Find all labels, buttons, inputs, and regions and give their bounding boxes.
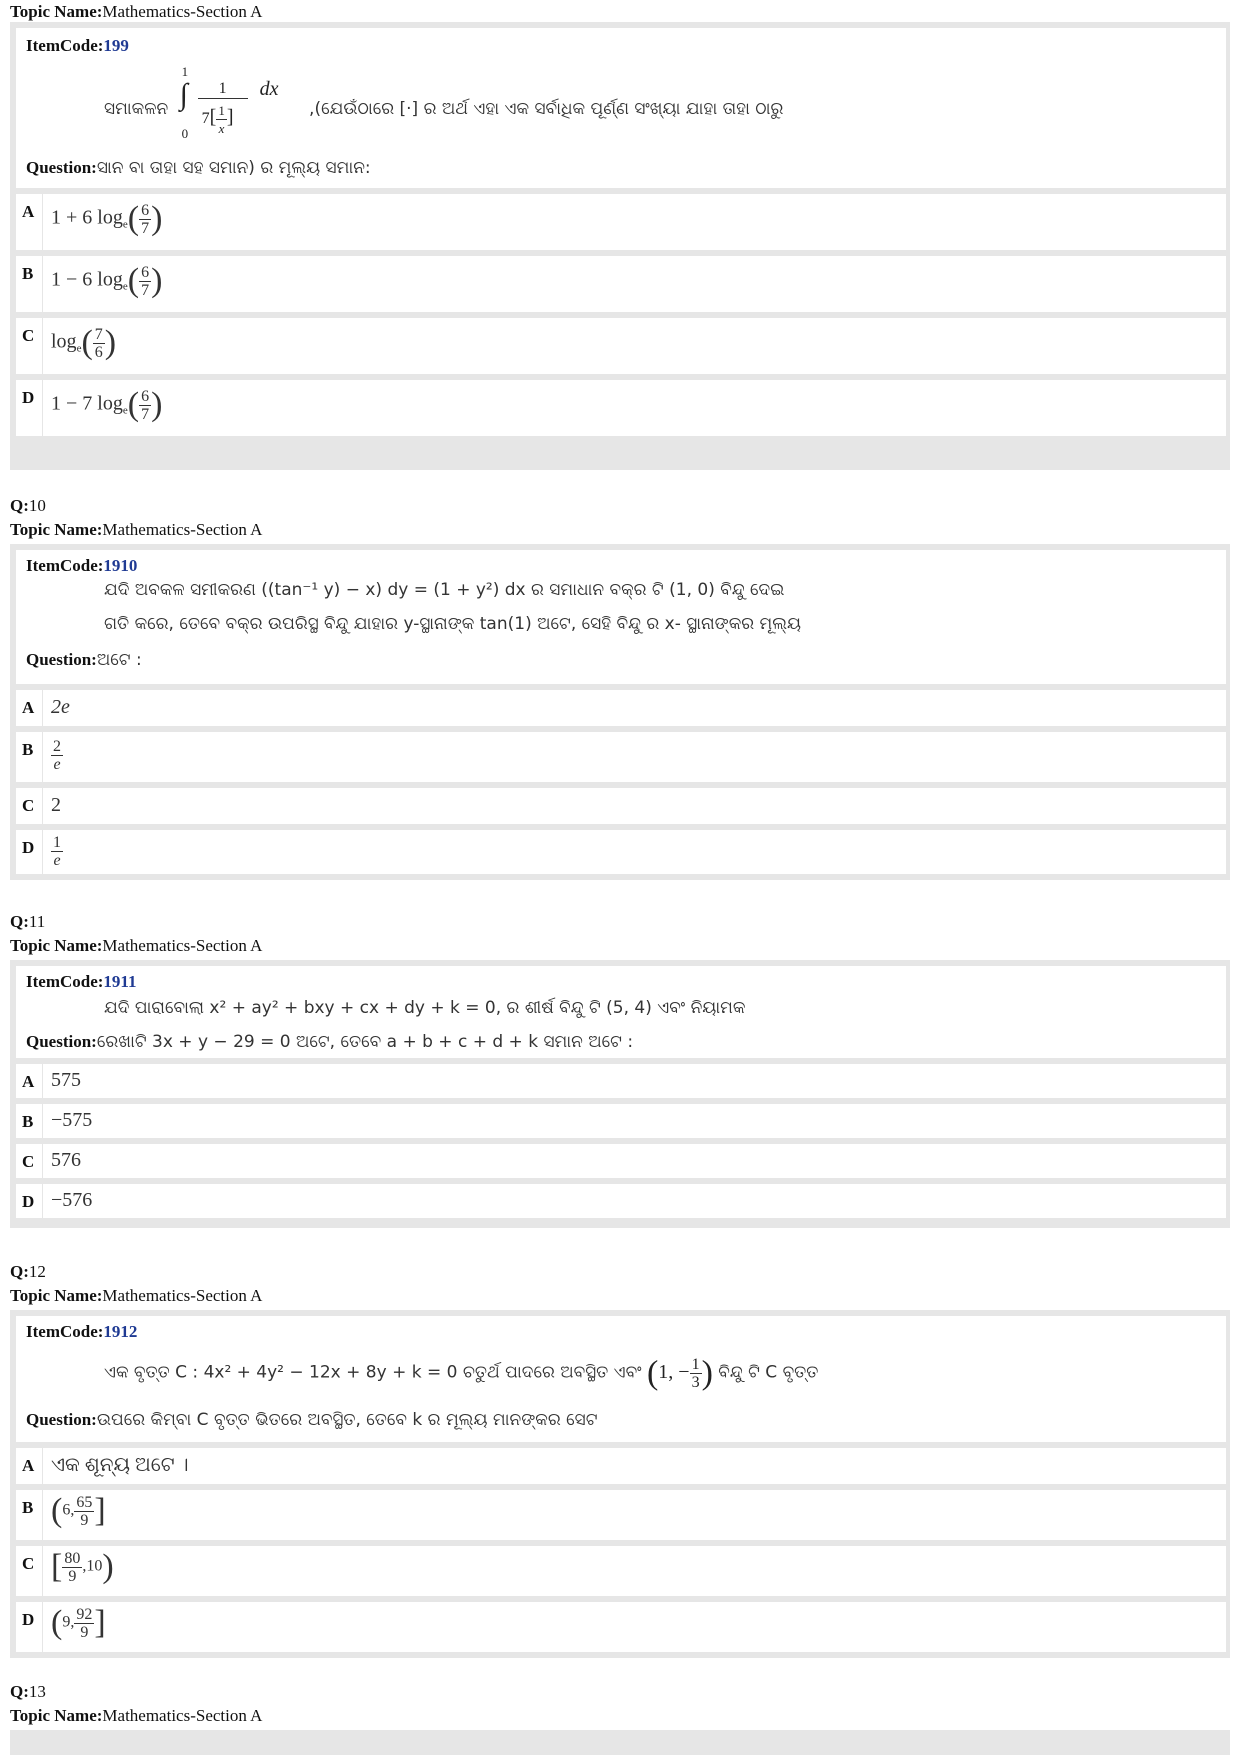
option-value: ଏକ ଶୂନ୍ୟ ଅଟେ । bbox=[51, 1454, 189, 1476]
option-value: 576 bbox=[51, 1149, 81, 1171]
question-number: Q:13 bbox=[10, 1682, 46, 1701]
stem-line: ଯଦି ଅବକଳ ସମୀକରଣ ((tan⁻¹ y) − x) dy = (1 + y²) dx ର ସମାଧାନ ବକ୍ର ଟି (1, 0) ବିନ୍ଦୁ ଦେଇ bbox=[104, 580, 785, 600]
option-value: (6, $\frac{65}{9}$ ] bbox=[51, 1492, 106, 1529]
question-box bbox=[10, 1310, 1230, 1658]
option-d[interactable]: D 1 − 7 $\log_e$( $\frac{6}{7}$ ) bbox=[16, 380, 1226, 436]
option-value: −576 bbox=[51, 1189, 93, 1211]
option-c[interactable]: C 576 bbox=[16, 1144, 1226, 1178]
point-expression: (1, − $\frac{1}{3}$ ) bbox=[646, 1354, 713, 1391]
stem-line: ସମାକଳନ 1 ∫ 0 1 7[ $\frac{1}{x}$ ] dx ,(ଯେଉଁଠାରେ [·] ର ଅର୍ଥ ଏହା ଏକ ସର୍ବାଧିକ ପୂର୍ଣ୍ଣ ସଂଖ୍ୟା ଯାହା ତାହା ଠାରୁ bbox=[104, 74, 783, 144]
option-value: (9, $\frac{92}{9}$ ] bbox=[51, 1604, 106, 1641]
option-b[interactable]: B −575 bbox=[16, 1104, 1226, 1138]
question-label: Question:ସାନ ବା ତାହା ସହ ସମାନ) ର ମୂଲ୍ୟ ସମାନ: bbox=[26, 158, 371, 178]
option-value: 2 bbox=[51, 794, 61, 816]
topic-line: Topic Name:Mathematics-Section A bbox=[10, 936, 263, 955]
option-d[interactable]: D (9, $\frac{92}{9}$ ] bbox=[16, 1602, 1226, 1652]
option-a[interactable]: A ଏକ ଶୂନ୍ୟ ଅଟେ । bbox=[16, 1448, 1226, 1484]
question-box bbox=[10, 1730, 1230, 1755]
topic-line: Topic Name:Mathematics-Section A bbox=[10, 520, 263, 539]
item-code: ItemCode:1911 bbox=[26, 972, 137, 991]
option-a[interactable]: A 1 + 6 $\log_e$( $\frac{6}{7}$ ) bbox=[16, 194, 1226, 250]
option-value: [ $\frac{80}{9}$ ,10) bbox=[51, 1548, 114, 1585]
option-value: 2e bbox=[51, 696, 70, 718]
option-b[interactable]: B $\frac{2}{e}$ bbox=[16, 732, 1226, 782]
option-value: −575 bbox=[51, 1109, 93, 1131]
question-box bbox=[10, 960, 1230, 1228]
question-stem bbox=[16, 966, 1226, 1058]
option-value: 1 − 7 $\log_e$( $\frac{6}{7}$ ) bbox=[51, 386, 163, 423]
question-stem bbox=[16, 1316, 1226, 1442]
topic-line: Topic Name:Mathematics-Section A bbox=[10, 1286, 263, 1305]
question-number: Q:12 bbox=[10, 1262, 46, 1281]
item-code: ItemCode:199 bbox=[26, 36, 129, 55]
question-box bbox=[10, 22, 1230, 470]
stem-line: ଗତି କରେ, ତେବେ ବକ୍ର ଉପରିସ୍ଥ ବିନ୍ଦୁ ଯାହାର y-ସ୍ଥାନାଙ୍କ tan(1) ଅଟେ, ସେହି ବିନ୍ଦୁ ର x- ସ୍ଥାନାଙ୍କର ମୂଲ୍ୟ bbox=[104, 614, 802, 634]
option-value: 1 − 6 $\log_e$( $\frac{6}{7}$ ) bbox=[51, 262, 163, 299]
option-value: $\frac{1}{e}$ bbox=[53, 834, 61, 869]
stem-line: ଏକ ବୃତ୍ତ C : 4x² + 4y² − 12x + 8y + k = 0 ଚତୁର୍ଥ ପାଦରେ ଅବସ୍ଥିତ ଏବଂ (1, − $\frac{1}{3}$ ) ବିନ୍ଦୁ ଟି C ବୃତ୍ତ bbox=[104, 1354, 819, 1391]
option-c[interactable]: C $\log_e$( $\frac{7}{6}$ ) bbox=[16, 318, 1226, 374]
option-value: 1 + 6 $\log_e$( $\frac{6}{7}$ ) bbox=[51, 200, 163, 237]
option-c[interactable]: C [ $\frac{80}{9}$ ,10) bbox=[16, 1546, 1226, 1596]
option-value: 575 bbox=[51, 1069, 81, 1091]
option-value: $\log_e$( $\frac{7}{6}$ ) bbox=[51, 324, 117, 361]
question-label: Question:ଅଟେ : bbox=[26, 650, 142, 670]
option-b[interactable]: B (6, $\frac{65}{9}$ ] bbox=[16, 1490, 1226, 1540]
option-value: $\frac{2}{e}$ bbox=[53, 738, 61, 773]
option-b[interactable]: B 1 − 6 $\log_e$( $\frac{6}{7}$ ) bbox=[16, 256, 1226, 312]
question-number: Q:11 bbox=[10, 912, 46, 931]
option-d[interactable]: D −576 bbox=[16, 1184, 1226, 1218]
option-d[interactable]: D $\frac{1}{e}$ bbox=[16, 830, 1226, 874]
item-code: ItemCode:1910 bbox=[26, 556, 138, 575]
topic-label: Topic Name: bbox=[10, 2, 103, 21]
question-label: Question:ଉପରେ କିମ୍ବା C ବୃତ୍ତ ଭିତରେ ଅବସ୍ଥିତ, ତେବେ k ର ମୂଲ୍ୟ ମାନଙ୍କର ସେଟ bbox=[26, 1410, 598, 1430]
question-stem bbox=[16, 550, 1226, 684]
question-box bbox=[10, 544, 1230, 880]
question-number: Q:10 bbox=[10, 496, 46, 515]
topic-line bbox=[10, 2, 262, 22]
option-c[interactable]: C 2 bbox=[16, 788, 1226, 824]
option-a[interactable]: A 2e bbox=[16, 690, 1226, 726]
question-label: Question:ରେଖାଟି 3x + y − 29 = 0 ଅଟେ, ତେବେ a + b + c + d + k ସମାନ ଅଟେ : bbox=[26, 1032, 634, 1052]
integral-expression: 1 ∫ 0 1 7[ $\frac{1}{x}$ ] dx bbox=[179, 64, 279, 141]
topic-value: Mathematics-Section A bbox=[102, 2, 263, 21]
item-code: ItemCode:1912 bbox=[26, 1322, 138, 1341]
question-stem bbox=[16, 28, 1226, 188]
stem-line: ଯଦି ପାରାବୋଲା x² + ay² + bxy + cx + dy + k = 0, ର ଶୀର୍ଷ ବିନ୍ଦୁ ଟି (5, 4) ଏବଂ ନିୟାମକ bbox=[104, 998, 746, 1018]
option-a[interactable]: A 575 bbox=[16, 1064, 1226, 1098]
topic-line: Topic Name:Mathematics-Section A bbox=[10, 1706, 263, 1725]
